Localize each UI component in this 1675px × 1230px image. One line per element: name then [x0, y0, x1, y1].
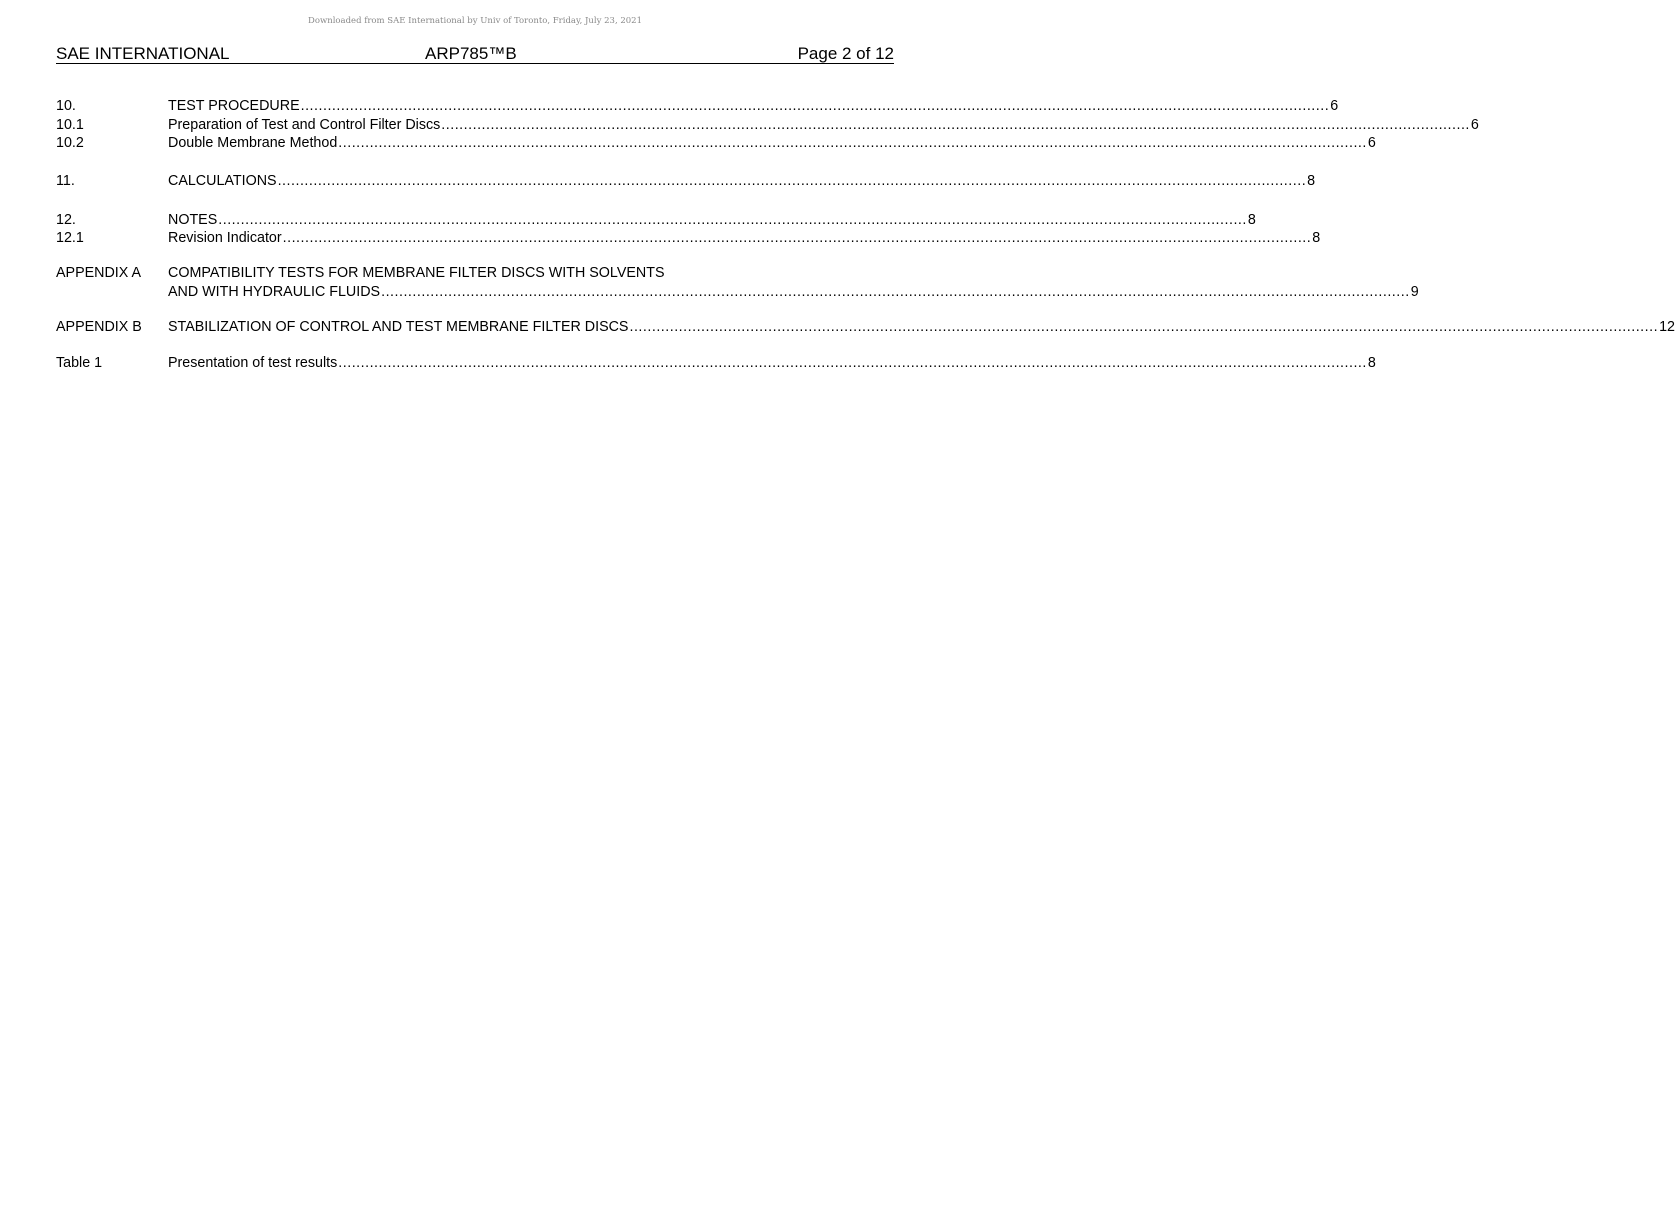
toc-entry-number: 10. — [56, 98, 76, 114]
toc-entry-title: Preparation of Test and Control Filter Discs — [168, 116, 441, 133]
toc-entry-title: NOTES — [168, 211, 218, 228]
dot-leader: ...................................................................................................................................................................................................................................... — [381, 283, 1410, 300]
dot-leader: ...................................................................................................................................................................................................................................... — [629, 319, 1659, 335]
dot-leader: ...................................................................................................................................................................................................................................... — [282, 230, 1312, 246]
toc-entry-table-1[interactable] — [56, 354, 1376, 372]
toc-entry-title: STABILIZATION OF CONTROL AND TEST MEMBRANE FILTER DISCS — [168, 319, 629, 335]
toc-entry-number: 11. — [56, 173, 75, 189]
toc-entry-title: TEST PROCEDURE — [168, 98, 300, 114]
toc-entry-number: 12.1 — [56, 230, 84, 246]
toc-entry-title: CALCULATIONS — [168, 173, 277, 189]
toc-entry-page: 8 — [1247, 211, 1256, 228]
toc-entry-10-2[interactable] — [56, 134, 1376, 152]
toc-entry-number: APPENDIX A — [56, 265, 142, 281]
page-header — [56, 44, 894, 64]
toc-entry-page: 8 — [1367, 355, 1376, 371]
header-document-number: ARP785™B — [425, 44, 517, 63]
toc-entry-number: 10.2 — [56, 135, 84, 151]
dot-leader: ...................................................................................................................................................................................................................................... — [277, 173, 1307, 189]
toc-entry-10[interactable] — [56, 97, 1339, 115]
toc-entry-title: Double Membrane Method — [168, 135, 338, 151]
toc-entry-12[interactable] — [56, 211, 1256, 229]
download-watermark: Downloaded from SAE International by Univ of Toronto, Friday, July 23, 2021 — [308, 16, 642, 26]
toc-entry-page: 6 — [1330, 98, 1339, 114]
toc-entry-page: 8 — [1312, 230, 1321, 246]
header-page-number: Page 2 of 12 — [797, 44, 894, 63]
toc-entry-page: 6 — [1470, 116, 1479, 133]
toc-entry-12-1[interactable] — [56, 229, 1321, 247]
toc-entry-11[interactable] — [56, 172, 1316, 190]
toc-entry-page: 6 — [1367, 135, 1376, 151]
dot-leader: ...................................................................................................................................................................................................................................... — [300, 98, 1330, 114]
toc-entry-10-1[interactable] — [56, 116, 1479, 134]
toc-entry-page: 9 — [1410, 283, 1419, 300]
header-organization: SAE INTERNATIONAL — [56, 44, 230, 63]
toc-entry-title: AND WITH HYDRAULIC FLUIDS — [168, 283, 381, 300]
dot-leader: ...................................................................................................................................................................................................................................... — [218, 211, 1247, 228]
toc-entry-page: 12 — [1659, 319, 1675, 335]
toc-entry-title: Presentation of test results — [168, 355, 338, 371]
toc-entry-number: 10.1 — [56, 116, 84, 133]
toc-entry-number: APPENDIX B — [56, 319, 142, 335]
toc-entry-appendix-b[interactable] — [56, 318, 1675, 336]
toc-entry-appendix-a-cont[interactable] — [56, 283, 1419, 301]
toc-entry-title: Revision Indicator — [168, 230, 282, 246]
dot-leader: ...................................................................................................................................................................................................................................... — [338, 135, 1367, 151]
toc-entry-page: 8 — [1307, 173, 1316, 189]
toc-entry-appendix-a[interactable] — [56, 264, 894, 282]
toc-entry-title-line1: COMPATIBILITY TESTS FOR MEMBRANE FILTER DISCS WITH SOLVENTS — [168, 265, 665, 281]
dot-leader: ...................................................................................................................................................................................................................................... — [441, 116, 1470, 133]
toc-entry-number: 12. — [56, 211, 76, 228]
dot-leader: ...................................................................................................................................................................................................................................... — [338, 355, 1367, 371]
toc-entry-number: Table 1 — [56, 355, 103, 371]
